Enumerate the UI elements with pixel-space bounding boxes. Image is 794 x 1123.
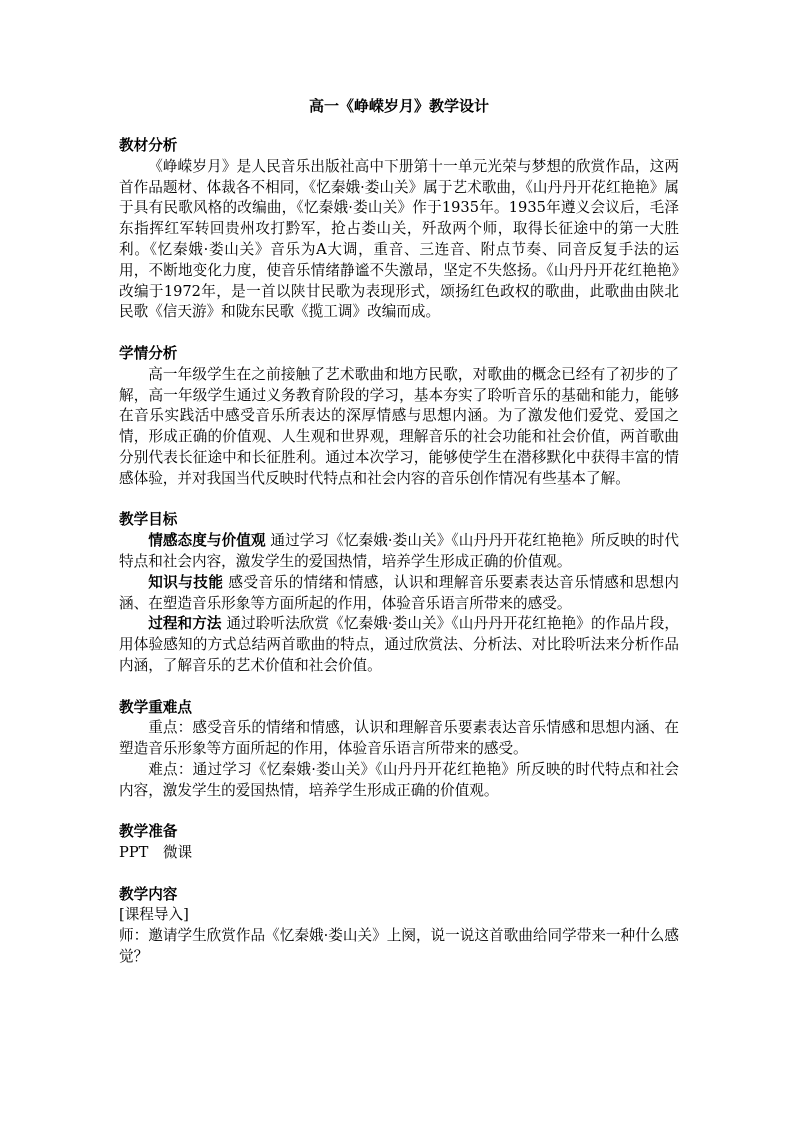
spacer [119, 490, 679, 511]
document-page [119, 96, 679, 968]
section-heading-materials: 教材分析 [119, 137, 178, 154]
goal-item-process [119, 614, 679, 676]
section-students [119, 344, 679, 490]
section-heading-students: 学情分析 [119, 344, 178, 362]
preparation-text: PPT 微课 [119, 844, 193, 862]
section-heading-keypoints: 教学重难点 [119, 698, 192, 716]
keypoint-difficulty: 难点：通过学习《忆秦娥·娄山关》《山丹丹开花红艳艳》所反映的时代特点和社会内容，激发学生的爱国热情，培养学生形成正确的价值观。 [119, 760, 679, 799]
goal-text-attitude: 通过学习《忆秦娥·娄山关》《山丹丹开花红艳艳》所反映的时代特点和社会内容，激发学生的爱国热情，培养学生形成正确的价值观。 [119, 532, 679, 570]
section-goals [119, 510, 679, 676]
goal-lead-process: 过程和方法 [148, 615, 222, 633]
section-heading-goals: 教学目标 [119, 511, 178, 529]
goal-item-attitude [119, 531, 679, 573]
goal-lead-attitude: 情感态度与价值观 [148, 532, 266, 550]
spacer [119, 323, 679, 344]
keypoint-focus: 重点：感受音乐的情绪和情感，认识和理解音乐要素表达音乐情感和思想内涵、在塑造音乐形象等方面所起的作用，体验音乐语言所带来的感受。 [119, 719, 679, 758]
goal-text-process: 通过聆听法欣赏《忆秦娥·娄山关》《山丹丹开花红艳艳》的作品片段，用体验感知的方式总结两首歌曲的特点，通过欣赏法、分析法、对比聆听法来分析作品内涵，了解音乐的艺术价值和社会价值。 [119, 615, 679, 674]
spacer [119, 802, 679, 823]
students-paragraph: 高一年级学生在之前接触了艺术歌曲和地方民歌，对歌曲的概念已经有了初步的了解，高一年级学生通过义务教育阶段的学习，基本夯实了聆听音乐的基础和能力，能够在音乐实践活中感受音乐所表达的深厚情感与思想内涵。为了激发他们爱党、爱国之情，形成正确的价值观、人生观和世界观，理解音乐的社会功能和社会价值，两首歌曲分别代表长征途中和长征胜利。通过本次学习，能够使学生在潜移默化中获得丰富的情感体验，并对我国当代反映时代特点和社会内容的音乐创作情况有些基本了解。 [119, 365, 679, 487]
page-title: 高一《峥嵘岁月》教学设计 [308, 97, 489, 115]
section-content [119, 885, 679, 968]
section-heading-content: 教学内容 [119, 885, 178, 903]
spacer [119, 677, 679, 698]
section-materials [119, 136, 679, 323]
section-preparation [119, 822, 679, 864]
content-paragraph: 师：邀请学生欣赏作品《忆秦娥·娄山关》上阕，说一说这首歌曲给同学带来一种什么感觉？ [119, 927, 679, 966]
goal-lead-knowledge: 知识与技能 [148, 573, 224, 591]
section-keypoints [119, 698, 679, 802]
spacer [119, 864, 679, 885]
content-bracket: [课程导入] [119, 906, 189, 924]
section-heading-preparation: 教学准备 [119, 823, 178, 841]
materials-paragraph: 《峥嵘岁月》是人民音乐出版社高中下册第十一单元光荣与梦想的欣赏作品，这两首作品题材、体裁各不相同，《忆秦娥·娄山关》属于艺术歌曲，《山丹丹开花红艳艳》属于具有民歌风格的改编曲，《忆秦娥·娄山关》作于1935年。1935年遵义会议后，毛泽东指挥红军转回贵州攻打黔军，抢占娄山关，歼敌两个师，取得长征途中的第一大胜利。《忆秦娥·娄山关》音乐为A大调，重音、三连音、附点节奏、同音反复手法的运用，不断地变化力度，使音乐情绪静谧不失激昂，坚定不失悠扬。《山丹丹开花红艳艳》改编于1972年，是一首以陕甘民歌为表现形式，颂扬红色政权的歌曲，此歌曲由陕北民歌《信天游》和陇东民歌《揽工调》改编而成。 [119, 157, 679, 321]
goal-text-knowledge: 感受音乐的情绪和情感，认识和理解音乐要素表达音乐情感和思想内涵、在塑造音乐形象等方面所起的作用，体验音乐语言所带来的感受。 [119, 573, 679, 612]
goal-item-knowledge [119, 573, 679, 615]
